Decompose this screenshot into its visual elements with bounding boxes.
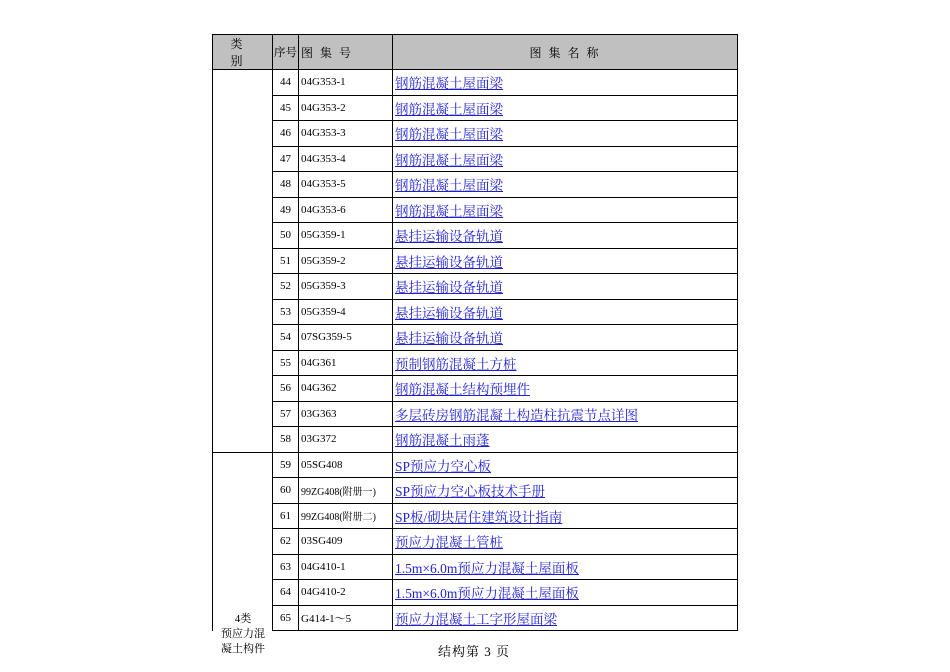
row-number: 58 <box>273 427 299 453</box>
row-number: 57 <box>273 401 299 427</box>
atlas-name-cell <box>393 503 738 529</box>
atlas-code: 04G362 <box>299 376 393 402</box>
row-number: 47 <box>273 146 299 172</box>
atlas-name-cell <box>393 580 738 606</box>
table-row <box>213 274 738 300</box>
row-number: 63 <box>273 554 299 580</box>
atlas-name-cell <box>393 376 738 402</box>
atlas-name-cell <box>393 605 738 631</box>
table-body <box>213 70 738 631</box>
atlas-name-cell <box>393 325 738 351</box>
atlas-name-cell <box>393 95 738 121</box>
atlas-name-cell <box>393 350 738 376</box>
row-number: 45 <box>273 95 299 121</box>
atlas-name-link[interactable]: 预应力混凝土管桩 <box>395 535 503 551</box>
table-row <box>213 376 738 402</box>
table-row <box>213 299 738 325</box>
atlas-name-link[interactable]: SP板/砌块居住建筑设计指南 <box>395 509 563 525</box>
atlas-name-cell <box>393 554 738 580</box>
atlas-code: 03SG409 <box>299 529 393 555</box>
atlas-name-link[interactable]: 钢筋混凝土屋面梁 <box>395 76 503 92</box>
row-number: 59 <box>273 452 299 478</box>
header-no: 序号 <box>273 35 299 70</box>
atlas-name-cell <box>393 529 738 555</box>
category-label-line2: 预应力混 <box>221 628 265 640</box>
atlas-name-cell <box>393 121 738 147</box>
atlas-code: 04G353-4 <box>299 146 393 172</box>
atlas-code: 05G359-1 <box>299 223 393 249</box>
category-label <box>213 612 273 657</box>
atlas-name-link[interactable]: 钢筋混凝土屋面梁 <box>395 152 503 168</box>
atlas-code: 04G361 <box>299 350 393 376</box>
row-number: 51 <box>273 248 299 274</box>
row-number: 62 <box>273 529 299 555</box>
atlas-name-cell <box>393 274 738 300</box>
table-row <box>213 427 738 453</box>
atlas-name-link[interactable]: 钢筋混凝土屋面梁 <box>395 203 503 219</box>
atlas-name-link[interactable]: 钢筋混凝土结构预埋件 <box>395 382 530 398</box>
table-row <box>213 70 738 96</box>
category-label-line3: 凝土构件 <box>221 643 265 655</box>
atlas-name-link[interactable]: 钢筋混凝土雨蓬 <box>395 433 490 449</box>
atlas-name-cell <box>393 452 738 478</box>
table-row <box>213 223 738 249</box>
table-row <box>213 121 738 147</box>
row-number: 61 <box>273 503 299 529</box>
table-row <box>213 197 738 223</box>
atlas-name-cell <box>393 478 738 504</box>
table-row <box>213 580 738 606</box>
atlas-name-cell <box>393 223 738 249</box>
atlas-code: 99ZG408(附册一) <box>299 478 393 504</box>
atlas-name-link[interactable]: 1.5m×6.0m预应力混凝土屋面板 <box>395 586 579 602</box>
table-row <box>213 146 738 172</box>
row-number: 64 <box>273 580 299 606</box>
table-row <box>213 452 738 478</box>
row-number: 55 <box>273 350 299 376</box>
table-row <box>213 248 738 274</box>
table-header-row <box>213 35 738 70</box>
row-number: 54 <box>273 325 299 351</box>
atlas-name-link[interactable]: 钢筋混凝土屋面梁 <box>395 178 503 194</box>
drawing-catalog-table <box>212 34 738 631</box>
table-row <box>213 503 738 529</box>
atlas-name-link[interactable]: 悬挂运输设备轨道 <box>395 305 503 321</box>
atlas-code: 04G353-5 <box>299 172 393 198</box>
header-name: 图 集 名 称 <box>393 35 738 70</box>
table-row <box>213 605 738 631</box>
table-row <box>213 95 738 121</box>
atlas-name-link[interactable]: SP预应力空心板技术手册 <box>395 484 546 500</box>
table-row <box>213 350 738 376</box>
atlas-name-cell <box>393 70 738 96</box>
row-number: 52 <box>273 274 299 300</box>
atlas-name-cell <box>393 427 738 453</box>
row-number: 56 <box>273 376 299 402</box>
atlas-code: 04G353-3 <box>299 121 393 147</box>
atlas-name-cell <box>393 146 738 172</box>
atlas-name-link[interactable]: 多层砖房钢筋混凝土构造柱抗震节点详图 <box>395 407 638 423</box>
atlas-name-link[interactable]: 悬挂运输设备轨道 <box>395 280 503 296</box>
category-label-line1: 4类 <box>234 613 252 625</box>
row-number: 49 <box>273 197 299 223</box>
atlas-code: 04G353-1 <box>299 70 393 96</box>
table-row <box>213 478 738 504</box>
table-row <box>213 325 738 351</box>
atlas-name-cell <box>393 197 738 223</box>
atlas-name-cell <box>393 401 738 427</box>
atlas-name-link[interactable]: 钢筋混凝土屋面梁 <box>395 101 503 117</box>
atlas-name-link[interactable]: 预制钢筋混凝土方桩 <box>395 356 517 372</box>
atlas-name-link[interactable]: SP预应力空心板 <box>395 458 492 474</box>
category-cell <box>213 70 273 453</box>
atlas-code: 04G353-2 <box>299 95 393 121</box>
atlas-name-link[interactable]: 预应力混凝土工字形屋面梁 <box>395 611 557 627</box>
category-cell <box>213 452 273 631</box>
header-code: 图 集 号 <box>299 35 393 70</box>
atlas-code: 04G410-2 <box>299 580 393 606</box>
row-number: 60 <box>273 478 299 504</box>
row-number: 46 <box>273 121 299 147</box>
row-number: 53 <box>273 299 299 325</box>
atlas-name-link[interactable]: 悬挂运输设备轨道 <box>395 331 503 347</box>
atlas-code: 99ZG408(附册二) <box>299 503 393 529</box>
atlas-code: G414-1～5 <box>299 605 393 631</box>
atlas-name-cell <box>393 172 738 198</box>
table-row <box>213 529 738 555</box>
atlas-code: 05G359-3 <box>299 274 393 300</box>
page-footer: 结构第 3 页 <box>438 644 511 659</box>
atlas-code: 03G372 <box>299 427 393 453</box>
atlas-name-link[interactable]: 1.5m×6.0m预应力混凝土屋面板 <box>395 560 579 576</box>
atlas-name-link[interactable]: 悬挂运输设备轨道 <box>395 254 503 270</box>
atlas-name-link[interactable]: 悬挂运输设备轨道 <box>395 229 503 245</box>
atlas-code: 07SG359-5 <box>299 325 393 351</box>
atlas-name-link[interactable]: 钢筋混凝土屋面梁 <box>395 127 503 143</box>
row-number: 65 <box>273 605 299 631</box>
atlas-code: 04G353-6 <box>299 197 393 223</box>
atlas-code: 05G359-2 <box>299 248 393 274</box>
atlas-code: 05G359-4 <box>299 299 393 325</box>
row-number: 48 <box>273 172 299 198</box>
atlas-name-cell <box>393 299 738 325</box>
atlas-name-cell <box>393 248 738 274</box>
header-category: 类 别 <box>213 35 273 70</box>
table-row <box>213 554 738 580</box>
atlas-code: 05SG408 <box>299 452 393 478</box>
table-row <box>213 172 738 198</box>
row-number: 50 <box>273 223 299 249</box>
atlas-code: 03G363 <box>299 401 393 427</box>
row-number: 44 <box>273 70 299 96</box>
table-row <box>213 401 738 427</box>
atlas-code: 04G410-1 <box>299 554 393 580</box>
